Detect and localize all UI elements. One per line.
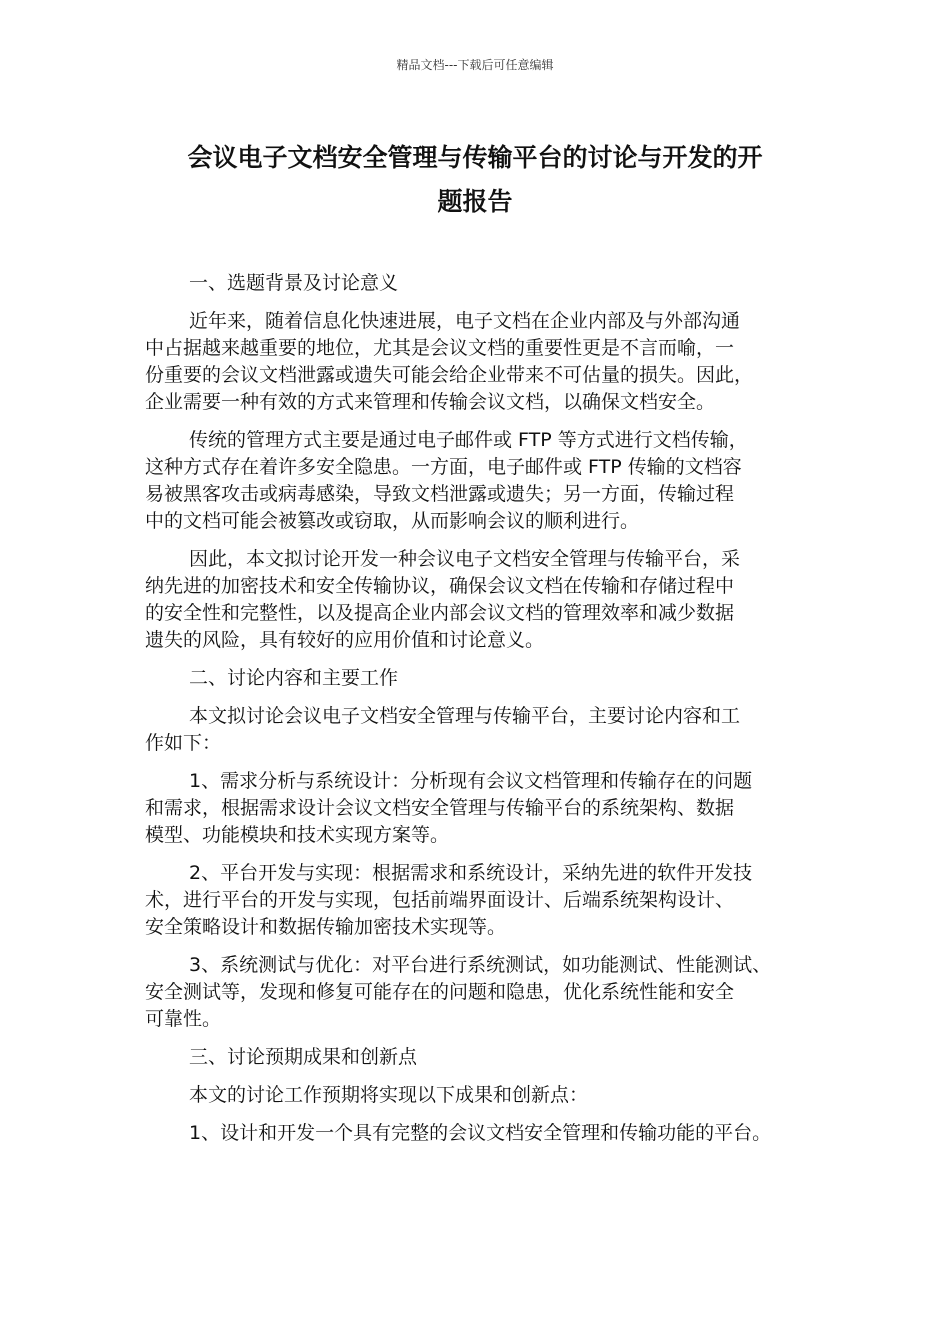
paragraph-line: 的安全性和完整性，以及提高企业内部会议文档的管理效率和减少数据 bbox=[145, 602, 735, 624]
paragraph bbox=[145, 768, 813, 849]
paragraph-line: 三、讨论预期成果和创新点 bbox=[189, 1046, 418, 1068]
paragraph bbox=[145, 1082, 813, 1109]
document-title bbox=[140, 136, 810, 224]
paragraph-line: 企业需要一种有效的方式来管理和传输会议文档，以确保文档安全。 bbox=[145, 391, 716, 413]
paragraph-line: 这种方式存在着许多安全隐患。一方面，电子邮件或 FTP 传输的文档容 bbox=[145, 456, 742, 478]
paragraph-line: 二、讨论内容和主要工作 bbox=[189, 667, 399, 689]
paragraph-line: 遗失的风险，具有较好的应用价值和讨论意义。 bbox=[145, 629, 545, 651]
paragraph bbox=[145, 952, 813, 1033]
paragraph bbox=[145, 665, 813, 692]
title-line-2: 题报告 bbox=[437, 187, 513, 216]
paragraph-line: 本文的讨论工作预期将实现以下成果和创新点： bbox=[189, 1084, 589, 1106]
paragraph-line: 安全测试等，发现和修复可能存在的问题和隐患，优化系统性能和安全 bbox=[145, 981, 735, 1003]
title-line-1: 会议电子文档安全管理与传输平台的讨论与开发的开 bbox=[187, 143, 763, 172]
paragraph-line: 传统的管理方式主要是通过电子邮件或 FTP 等方式进行文档传输， bbox=[189, 429, 748, 451]
paragraph bbox=[145, 427, 813, 535]
paragraph-line: 和需求，根据需求设计会议文档安全管理与传输平台的系统架构、数据 bbox=[145, 797, 735, 819]
paragraph-line: 中占据越来越重要的地位，尤其是会议文档的重要性更是不言而喻，一 bbox=[145, 337, 735, 359]
document-body bbox=[145, 270, 813, 1158]
paragraph bbox=[145, 270, 813, 297]
paragraph bbox=[145, 546, 813, 654]
paragraph-line: 3、系统测试与优化：对平台进行系统测试，如功能测试、性能测试、 bbox=[189, 954, 772, 976]
paragraph-line: 纳先进的加密技术和安全传输协议，确保会议文档在传输和存储过程中 bbox=[145, 575, 735, 597]
paragraph-line: 近年来，随着信息化快速进展，电子文档在企业内部及与外部沟通 bbox=[189, 310, 741, 332]
paragraph bbox=[145, 860, 813, 941]
paragraph-line: 可靠性。 bbox=[145, 1008, 222, 1030]
paragraph-line: 易被黑客攻击或病毒感染，导致文档泄露或遗失；另一方面，传输过程 bbox=[145, 483, 735, 505]
paragraph-line: 安全策略设计和数据传输加密技术实现等。 bbox=[145, 916, 507, 938]
paragraph-line: 中的文档可能会被篡改或窃取，从而影响会议的顺利进行。 bbox=[145, 510, 640, 532]
paragraph-line: 2、平台开发与实现：根据需求和系统设计，采纳先进的软件开发技 bbox=[189, 862, 753, 884]
paragraph bbox=[145, 308, 813, 416]
paragraph-line: 一、选题背景及讨论意义 bbox=[189, 272, 399, 294]
paragraph-line: 本文拟讨论会议电子文档安全管理与传输平台，主要讨论内容和工 bbox=[189, 705, 741, 727]
paragraph-line: 因此，本文拟讨论开发一种会议电子文档安全管理与传输平台，采 bbox=[189, 548, 741, 570]
paragraph-line: 份重要的会议文档泄露或遗失可能会给企业带来不可估量的损失。因此， bbox=[145, 364, 754, 386]
header-note: 精品文档---下载后可任意编辑 bbox=[396, 58, 554, 72]
paragraph-line: 术，进行平台的开发与实现，包括前端界面设计、后端系统架构设计、 bbox=[145, 889, 735, 911]
paragraph bbox=[145, 1120, 813, 1147]
paragraph-line: 模型、功能模块和技术实现方案等。 bbox=[145, 824, 450, 846]
paragraph-line: 作如下： bbox=[145, 732, 222, 754]
paragraph-line: 1、需求分析与系统设计：分析现有会议文档管理和传输存在的问题 bbox=[189, 770, 753, 792]
paragraph-line: 1、设计和开发一个具有完整的会议文档安全管理和传输功能的平台。 bbox=[189, 1122, 772, 1144]
paragraph bbox=[145, 703, 813, 757]
paragraph bbox=[145, 1044, 813, 1071]
